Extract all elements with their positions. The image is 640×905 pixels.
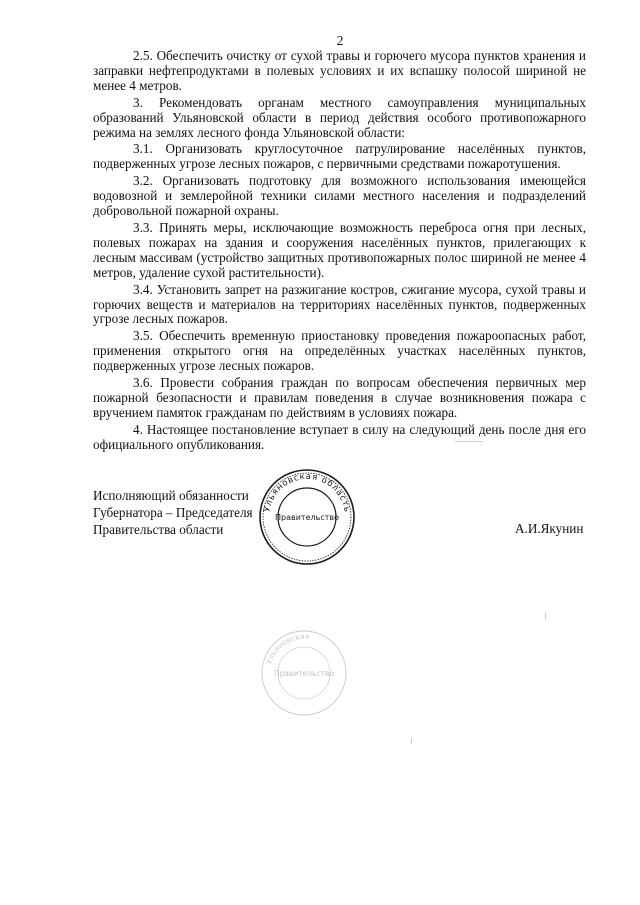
document-body (93, 49, 586, 455)
paragraph-3-1: 3.1. Организовать круглосуточное патрулирование населённых пунктов, подверженных угрозе лесных пожаров, с первичными средствами пожаротушения. (93, 141, 586, 172)
scan-speck (455, 441, 483, 442)
seal-center-text: Правительство (275, 513, 339, 522)
signatory-name: А.И.Якунин (515, 521, 584, 536)
faint-seal-center-text: Правительство (274, 669, 334, 678)
signature-block (93, 487, 253, 538)
paragraph-3-3: 3.3. Принять меры, исключающие возможность переброса огня при лесных, полевых пожарах на здания и сооружения населённых пунктов, прилегающих к лесным массивам (устройство защитных противопожарных полос шириной не менее 4 метров, удаление сухой растительности). (93, 219, 586, 280)
paragraph-2-5: 2.5. Обеспечить очистку от сухой травы и горючего мусора пунктов хранения и заправки нефтепродуктами в полевых условиях и их вспашку полосой шириной не менее 4 метров. (93, 48, 586, 93)
signature-title-line-2: Губернатора – Председателя (93, 505, 253, 520)
signature-title-line-1: Исполняющий обязанности (93, 488, 249, 503)
paragraph-3-6: 3.6. Провести собрания граждан по вопросам обеспечения первичных мер пожарной безопасности и правилам поведения в случае возникновения пожара с вручением памяток гражданам по действиям в условиях пожара. (93, 375, 586, 420)
svg-text:Ульяновская область (262, 472, 351, 514)
faint-seal-impression (259, 628, 349, 718)
paragraph-4: 4. Настоящее постановление вступает в силу на следующий день после дня его официального опубликования. (93, 421, 586, 452)
seal-ring-text: Ульяновская область (262, 471, 352, 514)
official-seal-stamp (257, 467, 357, 567)
scan-speck (545, 612, 546, 620)
paragraph-3: 3. Рекомендовать органам местного самоуправления муниципальных образований Ульяновской области в период действия особого противопожарного режима на землях лесного фонда Ульяновской области: (93, 94, 586, 140)
paragraph-3-2: 3.2. Организовать подготовку для возможного использования имеющейся водовозной и землеройной техники силами местного населения и подразделений добровольной пожарной охраны. (93, 173, 586, 219)
faint-seal-ring-text: Ульяновская (264, 631, 310, 666)
page-number: 2 (336, 33, 344, 48)
paragraph-3-5: 3.5. Обеспечить временную приостановку проведения пожароопасных работ, применения открытого огня на определённых участках населённых пунктов, подверженных угрозе лесных пожаров. (93, 328, 586, 374)
paragraph-3-4: 3.4. Установить запрет на разжигание костров, сжигание мусора, сухой травы и горючих веществ и материалов на территориях населённых пунктов, подверженных угрозе лесных пожаров. (93, 281, 586, 327)
scan-speck (411, 738, 412, 744)
signature-title-line-3: Правительства области (93, 522, 224, 537)
svg-text:Ульяновская (264, 632, 309, 665)
